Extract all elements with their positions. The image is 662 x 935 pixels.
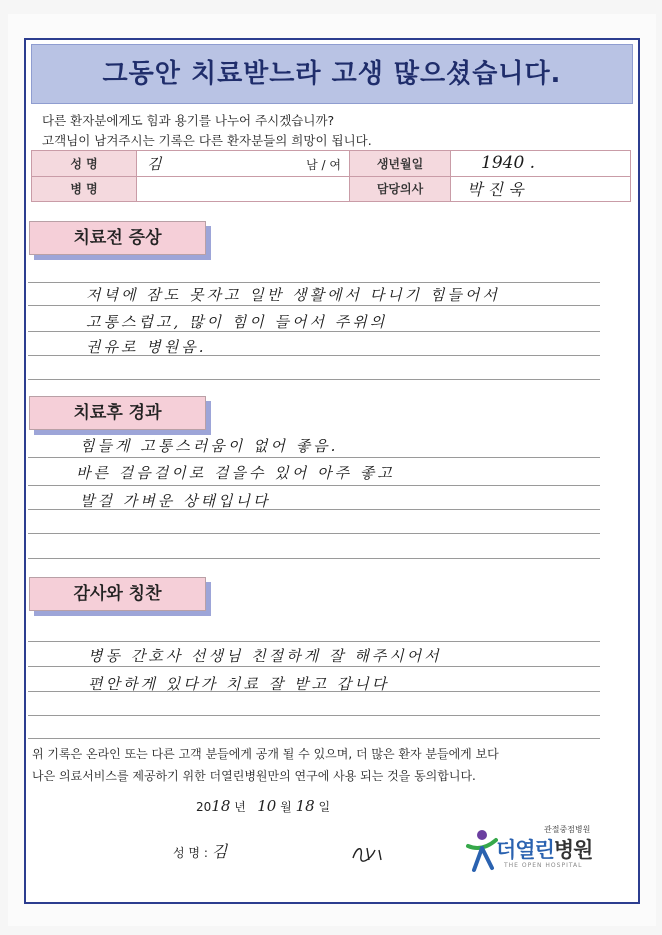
doctor-label: 담당의사 [350, 176, 451, 202]
logo-name-part-2: 병원 [553, 838, 593, 862]
date-day: 18 [295, 797, 315, 815]
sex-label: 남 / 여 [306, 158, 341, 172]
signature-label: 성 명 : [173, 846, 208, 860]
section-thanks-label: 감사와 칭찬 [29, 577, 206, 611]
birth-cell [451, 151, 631, 177]
before-text-line-1: 저녁에 잠도 못자고 일반 생활에서 다니기 힘들어서 [86, 286, 500, 304]
ruled-line [28, 533, 600, 534]
logo-tagline: 관절중점병원 [544, 825, 591, 834]
ruled-line [28, 715, 600, 716]
signature-name: 김 [211, 842, 228, 861]
title-banner [31, 44, 633, 104]
date-month-unit: 월 [280, 800, 292, 814]
patient-info-table [31, 150, 631, 202]
intro-line-1: 다른 환자분에게도 힘과 용기를 나누어 주시겠습니까? [42, 113, 335, 128]
page-title: 그동안 치료받느라 고생 많으셨습니다. [102, 59, 562, 89]
consent-line-1: 위 기록은 온라인 또는 다른 고객 분들에게 공개 될 수 있으며, 더 많은 환자 분들에게 보다 [32, 747, 499, 761]
thanks-text-line-2: 편안하게 있다가 치료 잘 받고 갑니다 [88, 675, 390, 693]
birth-label: 생년월일 [350, 151, 451, 177]
before-text-line-2: 고통스럽고, 많이 힘이 들어서 주위의 [86, 313, 388, 331]
logo-subtitle: THE OPEN HOSPITAL [504, 862, 583, 869]
ruled-line [28, 485, 600, 486]
person-logo-icon [464, 828, 498, 874]
ruled-line [28, 738, 600, 739]
after-text-line-3: 발걸 가벼운 상태입니다 [80, 492, 271, 510]
ruled-line [28, 641, 600, 642]
doctor-value: 박 진 욱 [467, 180, 524, 200]
birth-value: 1940 . [481, 153, 536, 174]
name-label: 성 명 [32, 151, 137, 177]
signature-scribble [291, 844, 411, 864]
date-year: 18 [211, 797, 231, 815]
date-month: 10 [257, 797, 277, 815]
before-text-line-3: 권유로 병원옴. [86, 338, 207, 356]
name-value: 김 [147, 154, 162, 173]
section-before-label: 치료전 증상 [29, 221, 206, 255]
logo-name-part-1: 더열린 [496, 838, 554, 862]
disease-label: 병 명 [32, 176, 137, 202]
date-line [196, 797, 330, 815]
intro-line-2: 고객님이 남겨주시는 기록은 다른 환자분들의 희망이 됩니다. [42, 133, 372, 148]
name-cell [137, 151, 350, 177]
date-day-unit: 일 [318, 800, 331, 814]
doctor-cell [451, 176, 631, 202]
thanks-text-line-1: 병동 간호사 선생님 친절하게 잘 해주시어서 [88, 647, 442, 665]
ruled-line [28, 558, 600, 559]
ruled-line [28, 457, 600, 458]
after-text-line-2: 바른 걸음걸이로 걸을수 있어 아주 좋고 [76, 464, 395, 482]
ruled-line [28, 282, 600, 283]
after-text-line-1: 힘들게 고통스러움이 없어 좋음. [80, 437, 339, 455]
logo-name [496, 834, 592, 864]
consent-line-2: 나은 의료서비스를 제공하기 위한 더열린병원만의 연구에 사용 되는 것을 동의합니다. [32, 769, 476, 783]
signature-line [173, 839, 411, 864]
date-prefix: 20 [196, 800, 212, 814]
section-after-label: 치료후 경과 [29, 396, 206, 430]
date-year-unit: 년 [234, 800, 246, 814]
ruled-line [28, 666, 600, 667]
disease-cell [137, 176, 350, 202]
ruled-line [28, 379, 600, 380]
ruled-line [28, 305, 600, 306]
